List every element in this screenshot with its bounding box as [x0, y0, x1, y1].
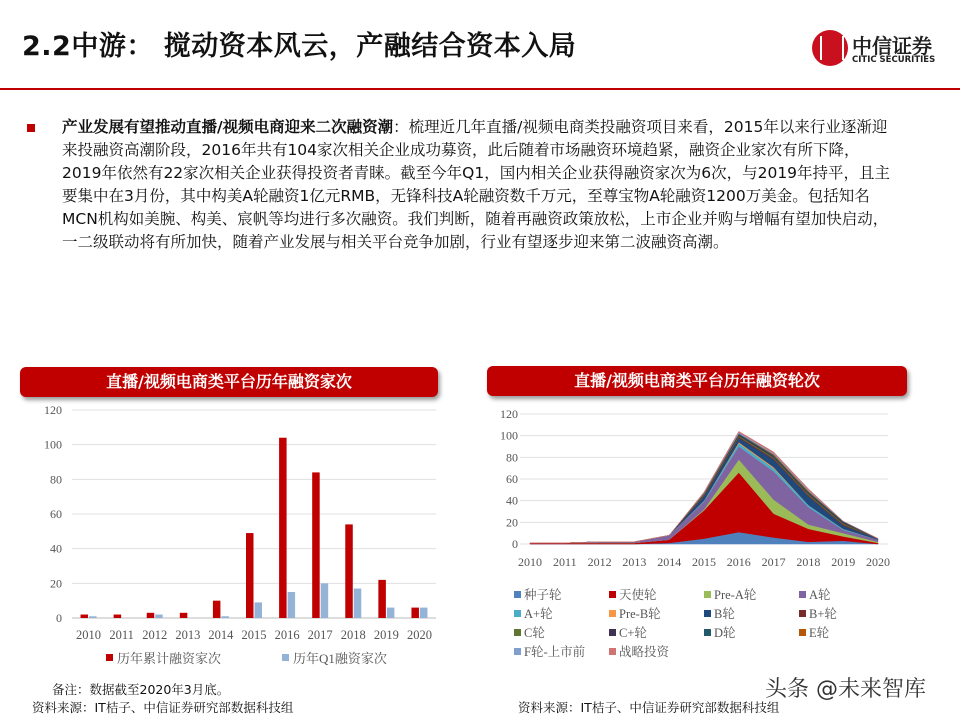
legend-swatch [282, 654, 289, 661]
y-tick-label: 40 [506, 493, 518, 508]
x-tick-label: 2011 [553, 555, 577, 569]
bar-2016-0 [279, 438, 287, 618]
citic-emblem-icon [812, 30, 848, 66]
bar-2020-0 [411, 608, 419, 618]
x-tick-label: 2017 [761, 555, 786, 569]
x-tick-label: 2010 [518, 555, 542, 569]
right-chart-banner: 直播/视频电商类平台历年融资轮次 [487, 366, 907, 396]
x-tick-label: 2014 [657, 555, 682, 569]
x-tick-label: 2014 [208, 628, 234, 642]
y-tick-label: 20 [506, 515, 518, 530]
bar-2019-0 [378, 580, 386, 618]
left-chart-banner: 直播/视频电商类平台历年融资家次 [20, 367, 438, 397]
y-tick-label: 120 [500, 407, 518, 421]
citic-logo [812, 30, 947, 72]
x-tick-label: 2020 [866, 555, 890, 569]
legend-swatch [704, 610, 711, 617]
legend-label: Pre-B轮 [619, 607, 661, 621]
y-tick-label: 0 [56, 611, 62, 625]
y-tick-label: 80 [506, 450, 518, 465]
bar-2017-1 [321, 583, 329, 618]
legend-label: 历年Q1融资家次 [293, 651, 387, 666]
legend-label: D轮 [714, 626, 736, 640]
legend-swatch [704, 629, 711, 636]
y-tick-label: 100 [44, 437, 62, 452]
logo-cn: 中信证券 [852, 34, 932, 58]
x-tick-label: 2016 [726, 555, 751, 569]
legend-label: B+轮 [809, 607, 837, 621]
bar-2014-0 [213, 601, 221, 618]
legend-swatch [106, 654, 113, 661]
legend-label: C+轮 [619, 626, 647, 640]
legend-label: Pre-A轮 [714, 588, 757, 602]
bar-2011-0 [114, 615, 122, 618]
x-tick-label: 2015 [692, 555, 716, 569]
legend-swatch [514, 648, 521, 655]
legend-swatch [609, 629, 616, 636]
bar-2010-0 [81, 615, 89, 618]
bar-2012-1 [155, 615, 163, 618]
bar-2012-0 [147, 613, 155, 618]
bar-2015-0 [246, 533, 254, 618]
body-paragraph [62, 116, 892, 254]
page-title: 2.2中游： 搅动资本风云，产融结合资本入局 [22, 31, 577, 62]
legend-swatch [514, 610, 521, 617]
x-tick-label: 2010 [76, 628, 102, 642]
legend-swatch [609, 610, 616, 617]
right-source: 资料来源：IT桔子、中信证券研究部数据科技组 [518, 700, 780, 715]
legend-swatch [799, 629, 806, 636]
x-tick-label: 2017 [307, 628, 333, 642]
bar-2015-1 [255, 602, 263, 618]
legend-label: 天使轮 [619, 588, 657, 602]
bar-2010-1 [89, 616, 97, 618]
chart-note: 备注：数据截至2020年3月底。 [52, 682, 230, 697]
y-tick-label: 80 [50, 472, 62, 487]
legend-swatch [799, 610, 806, 617]
legend-swatch [609, 591, 616, 598]
legend-label: E轮 [809, 626, 830, 640]
legend-label: F轮-上市前 [524, 645, 586, 659]
bar-2019-1 [387, 608, 395, 618]
y-tick-label: 20 [50, 576, 62, 591]
y-tick-label: 40 [50, 541, 62, 556]
legend-label: A+轮 [524, 607, 553, 621]
watermark: 头条 @未来智库 [765, 677, 926, 702]
bar-2018-1 [354, 589, 362, 618]
legend-swatch [514, 629, 521, 636]
x-tick-label: 2019 [373, 628, 399, 642]
legend-swatch [799, 591, 806, 598]
y-tick-label: 120 [44, 403, 62, 417]
legend-label: 历年累计融资家次 [117, 651, 222, 666]
bar-2016-1 [288, 592, 296, 618]
bar-2014-1 [221, 616, 229, 618]
x-tick-label: 2018 [340, 628, 366, 642]
header-divider [0, 88, 960, 90]
bullet-icon [27, 124, 35, 132]
x-tick-label: 2018 [796, 555, 821, 569]
legend-label: 战略投资 [619, 645, 670, 659]
x-tick-label: 2012 [587, 555, 612, 569]
legend-swatch [704, 591, 711, 598]
y-tick-label: 60 [50, 507, 62, 521]
y-tick-label: 100 [500, 428, 518, 443]
legend-label: B轮 [714, 607, 735, 621]
bar-2018-0 [345, 524, 353, 618]
legend-label: C轮 [524, 626, 545, 640]
stacked-area-chart [480, 400, 920, 675]
bar-chart [0, 395, 460, 680]
x-tick-label: 2020 [406, 628, 432, 642]
x-tick-label: 2011 [109, 628, 134, 642]
lead-text: 产业发展有望推动直播/视频电商迎来二次融资潮 [62, 118, 394, 136]
legend-label: A轮 [809, 588, 831, 602]
bar-2020-1 [420, 608, 428, 618]
y-tick-label: 0 [512, 537, 518, 551]
logo-en: CITIC SECURITIES [852, 55, 936, 65]
legend-swatch [609, 648, 616, 655]
legend-label: 种子轮 [524, 588, 562, 602]
x-tick-label: 2016 [274, 628, 300, 642]
bar-2017-0 [312, 472, 320, 618]
x-tick-label: 2012 [142, 628, 168, 642]
x-tick-label: 2013 [175, 628, 201, 642]
left-source: 资料来源：IT桔子、中信证券研究部数据科技组 [32, 700, 294, 715]
bar-2013-0 [180, 613, 188, 618]
x-tick-label: 2019 [831, 555, 856, 569]
body-text: ：梳理近几年直播/视频电商类投融资项目来看，2015年以来行业逐渐迎来投融资高潮阶段，2016年共有104家次相关企业成功募资，此后随着市场融资环境趋紧，融资企业家次有所下降，2019年依然有22家次相关企业获得投资者青睐。截至今年Q1，国内相关企业获得融资家次为6次，与2019年持平，且主要集中在3月份，其中构美A轮融资1亿元RMB，无锋科技A轮融资数千万元，至尊宝物A轮融资1200万美金。包括知名MCN机构如美腕、构美、宸帆等均进行多次融资。我们判断，随着再融资政策放松，上市企业并购与增幅有望加快启动，一二级联动将有所加快，随着产业发展与相关平台竞争加剧，行业有望逐步迎来第二波融资高潮。 [62, 118, 891, 251]
legend-swatch [514, 591, 521, 598]
x-tick-label: 2015 [241, 628, 267, 642]
x-tick-label: 2013 [622, 555, 647, 569]
y-tick-label: 60 [506, 472, 518, 486]
